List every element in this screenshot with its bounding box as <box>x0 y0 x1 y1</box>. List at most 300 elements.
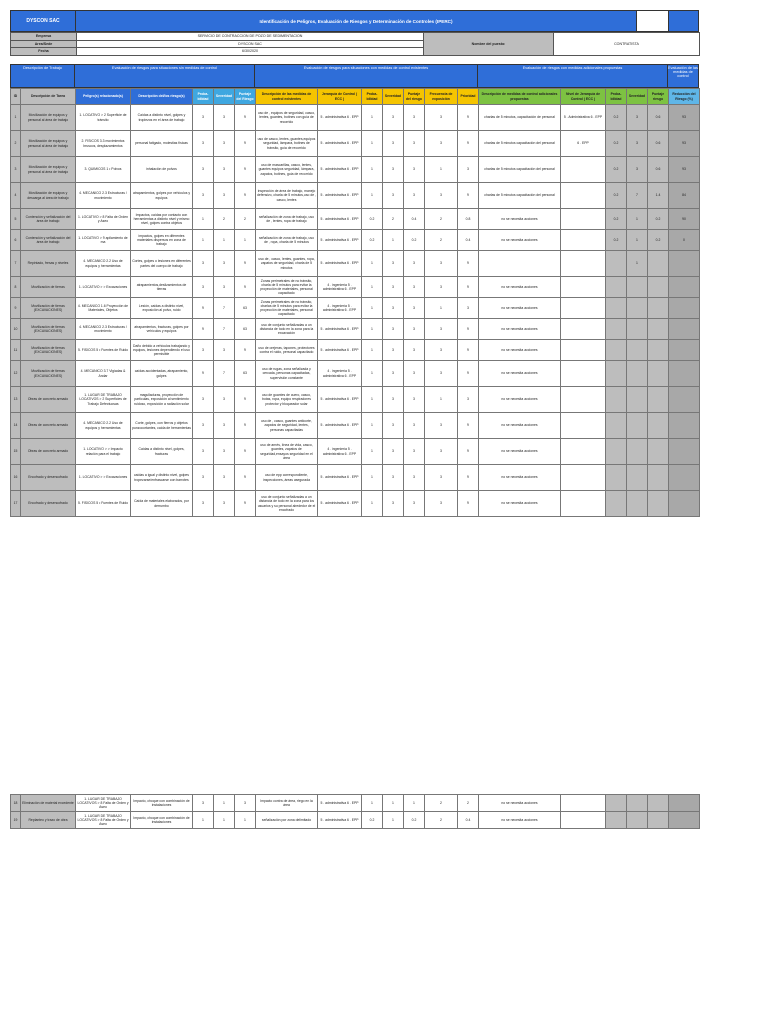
cell-severity-3 <box>627 439 648 465</box>
cell-risk-reduction <box>669 795 700 812</box>
cell-risk-score-3 <box>648 251 669 277</box>
cell-existing-controls: uso de arnés, línea de vida, casco, guantes, zapatos de seguridad,ensayos seguridad en el área <box>256 439 318 465</box>
cell-control-hierarchy: 5 . administrativa 6 . EPP <box>318 340 362 361</box>
cell-risk-score: 9 <box>235 105 256 131</box>
cell-probability-2: 1 <box>362 491 383 517</box>
cell-probability-3 <box>606 465 627 491</box>
cell-severity: 2 <box>214 209 235 230</box>
cell-control-hierarchy: 5 . administrativa 6 . EPP <box>318 465 362 491</box>
cell-probability-3: 0.2 <box>606 157 627 183</box>
cell-proposed-controls: charlas de 5 minutos capacitación del personal <box>479 183 561 209</box>
col-header-risk-score-2: Puntaje del riesgo <box>404 89 425 105</box>
cell-task: Movilización de tierras (EXCAVACIONES) <box>21 319 76 340</box>
cell-risk-score-2: 3 <box>404 183 425 209</box>
cell-severity-2: 3 <box>383 277 404 298</box>
cell-task: Movilización de tierras (EXCAVACIONES) <box>21 298 76 319</box>
cell-risk-score: 9 <box>235 465 256 491</box>
cell-hazard: 1. LOCATIVO > > Excavaciones <box>76 465 131 491</box>
cell-risk-score-2: 3 <box>404 105 425 131</box>
cell-risk-score-3: 0.6 <box>648 131 669 157</box>
cell-risk-score: 1 <box>235 812 256 829</box>
cell-severity-2: 3 <box>383 361 404 387</box>
cell-priority: 9 <box>458 251 479 277</box>
cell-probability: 9 <box>193 298 214 319</box>
cell-probability-3 <box>606 491 627 517</box>
cell-existing-controls: uso de orejeras, tapones, protectores contra el ruido, personal capacitado <box>256 340 318 361</box>
cell-probability-2: 1 <box>362 105 383 131</box>
cell-severity: 1 <box>214 812 235 829</box>
cell-risk-score-3 <box>648 298 669 319</box>
cell-severity: 3 <box>214 157 235 183</box>
cell-probability: 3 <box>193 795 214 812</box>
cell-task: Repintado, fresas y niveles <box>21 251 76 277</box>
cell-priority: 9 <box>458 105 479 131</box>
cell-risk-score-2: 3 <box>404 361 425 387</box>
cell-priority: 9 <box>458 340 479 361</box>
cell-probability: 3 <box>193 105 214 131</box>
cell-severity-2: 1 <box>383 230 404 251</box>
cell-severity: 1 <box>214 230 235 251</box>
column-header-row <box>11 89 700 105</box>
cell-priority: 3 <box>458 298 479 319</box>
cell-risk-reduction <box>669 361 700 387</box>
cell-risk: Impacto, choque con combinación de instalaciones <box>131 812 193 829</box>
cell-severity-3 <box>627 465 648 491</box>
cell-task: Replanteo y trazo de obra <box>21 812 76 829</box>
cell-probability-2: 1 <box>362 465 383 491</box>
cell-severity-3 <box>627 413 648 439</box>
section-proposed-controls: Evaluación de riesgos con medidas adicionales propuestas <box>478 64 668 88</box>
cell-severity-2: 3 <box>383 439 404 465</box>
cell-probability-3: 0.2 <box>606 131 627 157</box>
cell-risk: Impactos, caídas por contacto con herramientas a distinto nivel y mismo nivel, golpes contra objetos <box>131 209 193 230</box>
cell-probability-2: 0.2 <box>362 209 383 230</box>
cell-risk-reduction <box>669 413 700 439</box>
cell-probability: 3 <box>193 439 214 465</box>
document-title: Identificación de Peligros, Evaluación de Riesgos y Determinación de Controles (IPERC) <box>76 10 637 32</box>
cell-risk-score-3 <box>648 812 669 829</box>
cell-severity-2: 3 <box>383 157 404 183</box>
cell-probability-3 <box>606 413 627 439</box>
cell-control-hierarchy: 4 . ingeniería 5 . administrativa 6 . EPP <box>318 361 362 387</box>
cell-probability-2: 1 <box>362 157 383 183</box>
cell-control-hierarchy: 5 . administrativa 6 . EPP <box>318 230 362 251</box>
cell-probability-3 <box>606 439 627 465</box>
col-header-risk-score: Puntaje del Riesgo <box>235 89 256 105</box>
cell-exposure: 3 <box>425 361 458 387</box>
cell-id: 17 <box>11 491 21 517</box>
cell-severity-2: 3 <box>383 298 404 319</box>
cell-id: 8 <box>11 277 21 298</box>
cell-exposure: 1 <box>425 157 458 183</box>
cell-risk-score-3 <box>648 465 669 491</box>
cell-risk: atrapamientos,deslizamientos de tierras <box>131 277 193 298</box>
cell-probability-3 <box>606 387 627 413</box>
cell-existing-controls: señalización de zona de trabajo, uso de , lentes, ropa de trabajo <box>256 209 318 230</box>
col-header-existing-controls: Descripción de las medidas de control existentes <box>256 89 318 105</box>
cell-control-hierarchy: 5 . administrativa 6 . EPP <box>318 387 362 413</box>
cell-hazard: 2. FISICOS 3.3 movimientos bruscos, desplazamientos <box>76 131 131 157</box>
cell-risk-score-2: 3 <box>404 251 425 277</box>
cell-probability-3 <box>606 340 627 361</box>
cell-probability-2: 1 <box>362 298 383 319</box>
cell-risk: inhalación de polvos <box>131 157 193 183</box>
cell-risk-score: 9 <box>235 157 256 183</box>
cell-task: Movilización de equipos y personal al área de trabajo <box>21 157 76 183</box>
cell-control-hierarchy: 5 . administrativa 6 . EPP <box>318 795 362 812</box>
table-row <box>11 413 700 439</box>
cell-hazard: 1. LOCATIVO > 8 Falta de Orden y Aseo <box>76 209 131 230</box>
cell-probability: 3 <box>193 277 214 298</box>
cell-exposure: 3 <box>425 277 458 298</box>
cell-severity-3 <box>627 298 648 319</box>
cell-risk-reduction: 0 <box>669 230 700 251</box>
cell-exposure: 2 <box>425 230 458 251</box>
cell-exposure: 2 <box>425 812 458 829</box>
cell-probability-3: 0.2 <box>606 183 627 209</box>
cell-existing-controls: Impacto contra de área, riego en la área <box>256 795 318 812</box>
cell-risk-reduction: 93 <box>669 105 700 131</box>
cell-task: Eliminación de material excedente <box>21 795 76 812</box>
cell-hierarchy-level <box>561 319 606 340</box>
cell-id: 11 <box>11 340 21 361</box>
cell-priority: 9 <box>458 439 479 465</box>
cell-risk: caídas accidentadas, atrapamiento, golpes <box>131 361 193 387</box>
cell-severity-2: 3 <box>383 183 404 209</box>
cell-task: Movilización de equipos y descarga al área de trabajo <box>21 183 76 209</box>
cell-existing-controls: uso de epp correspondiente, inspecciones, áreas asegurada <box>256 465 318 491</box>
cell-risk-score: 3 <box>235 795 256 812</box>
cell-hazard: 1. LOCATIVO > > Impacto relación para el trabajo <box>76 439 131 465</box>
cell-severity: 7 <box>214 298 235 319</box>
cell-proposed-controls: no se necesita acciones <box>479 491 561 517</box>
cell-risk-score: 63 <box>235 298 256 319</box>
cell-probability-3: 0.2 <box>606 209 627 230</box>
cell-id: 7 <box>11 251 21 277</box>
cell-risk-score-3 <box>648 277 669 298</box>
cell-probability-2: 1 <box>362 413 383 439</box>
cell-probability-2: 1 <box>362 183 383 209</box>
cell-hierarchy-level <box>561 465 606 491</box>
col-header-control-hierarchy: Jerarquía de Control ( ECC ) <box>318 89 362 105</box>
cell-task: Obras de concreto armado <box>21 413 76 439</box>
cell-hierarchy-level <box>561 795 606 812</box>
cell-priority: 9 <box>458 319 479 340</box>
cell-severity-3: 3 <box>627 131 648 157</box>
cell-hazard: 5. FISICOS 5 • Fuentes de Ruido <box>76 340 131 361</box>
cell-probability-3 <box>606 812 627 829</box>
cell-risk: Caídas a distinto nivel, golpes, fracturas <box>131 439 193 465</box>
cell-probability-2: 0.2 <box>362 812 383 829</box>
cell-hierarchy-level: 6 . EPP <box>561 131 606 157</box>
cell-hierarchy-level <box>561 361 606 387</box>
cell-risk-score-3 <box>648 340 669 361</box>
cell-id: 2 <box>11 131 21 157</box>
table-row <box>11 183 700 209</box>
cell-severity-2: 3 <box>383 491 404 517</box>
cell-probability-3 <box>606 361 627 387</box>
cell-existing-controls: Zonas perimetrales de no tránsito, charlas de 5 minutos para evitar la proyección de materiales, personal capacitado <box>256 298 318 319</box>
cell-proposed-controls: no se necesita acciones <box>479 387 561 413</box>
cell-proposed-controls: charlas de 5 minutos capacitación del personal <box>479 157 561 183</box>
cell-control-hierarchy: 5 . administrativa 6 . EPP <box>318 209 362 230</box>
cell-severity: 3 <box>214 387 235 413</box>
cell-risk-score: 2 <box>235 209 256 230</box>
cell-existing-controls: Zonas perimetrales de no tránsito, charla de 5 minutos para evitar la proyección de materiales, personal capacitado <box>256 277 318 298</box>
cell-exposure: 2 <box>425 795 458 812</box>
cell-risk-reduction <box>669 298 700 319</box>
cell-risk-score-2: 3 <box>404 298 425 319</box>
cell-severity-3 <box>627 340 648 361</box>
cell-risk-score: 9 <box>235 387 256 413</box>
cell-severity-3 <box>627 491 648 517</box>
cell-exposure: 3 <box>425 251 458 277</box>
cell-risk-score: 63 <box>235 319 256 340</box>
cell-probability-3 <box>606 277 627 298</box>
cell-severity-3: 3 <box>627 105 648 131</box>
cell-task: Movilización de tierras (EXCAVACIONES) <box>21 361 76 387</box>
cell-existing-controls: inspección de área de trabajo, manejo defensivo, charla de 5 minutos,uso de , casco, lentes <box>256 183 318 209</box>
cell-hazard: 1. LUGAR DE TRABAJO LOCATIVOS > 2 Superficies de Trabajo Defectuosas <box>76 387 131 413</box>
cell-hierarchy-level: 5 . Administrativa 6 . EPP <box>561 105 606 131</box>
cell-risk-score-2: 3 <box>404 465 425 491</box>
cell-priority: 9 <box>458 361 479 387</box>
cell-risk-score: 1 <box>235 230 256 251</box>
cell-probability-3 <box>606 319 627 340</box>
table-row <box>11 131 700 157</box>
cell-severity-3 <box>627 795 648 812</box>
cell-proposed-controls: no se necesita acciones <box>479 812 561 829</box>
cell-proposed-controls: no se necesita acciones <box>479 795 561 812</box>
cell-risk-score: 9 <box>235 251 256 277</box>
table-row <box>11 439 700 465</box>
cell-proposed-controls: no se necesita acciones <box>479 413 561 439</box>
cell-risk-reduction <box>669 319 700 340</box>
cell-probability-2: 1 <box>362 795 383 812</box>
cell-risk-score-2: 3 <box>404 387 425 413</box>
cell-hierarchy-level <box>561 340 606 361</box>
cell-severity-3 <box>627 319 648 340</box>
cell-probability: 9 <box>193 319 214 340</box>
cell-probability-2: 1 <box>362 277 383 298</box>
cell-id: 14 <box>11 413 21 439</box>
col-header-probability-2: Proba-bilidad <box>362 89 383 105</box>
cell-priority: 2 <box>458 795 479 812</box>
info-label-company: Empresa <box>11 33 77 41</box>
cell-exposure: 3 <box>425 183 458 209</box>
cell-risk-score-3: 0.6 <box>648 157 669 183</box>
cell-risk-reduction <box>669 251 700 277</box>
table-row <box>11 361 700 387</box>
cell-exposure: 1 <box>425 387 458 413</box>
cell-proposed-controls <box>479 251 561 277</box>
cell-proposed-controls: no se necesita acciones <box>479 340 561 361</box>
cell-severity: 3 <box>214 105 235 131</box>
cell-exposure: 3 <box>425 413 458 439</box>
cell-risk-score-2: 3 <box>404 413 425 439</box>
cell-hazard: 4. MECANICO 2.2 Uso de equipos y herramientas <box>76 413 131 439</box>
cell-risk: Caída de materiales elaborados, por derrumbo <box>131 491 193 517</box>
cell-id: 6 <box>11 230 21 251</box>
cell-severity-2: 3 <box>383 131 404 157</box>
cell-risk-score-3 <box>648 413 669 439</box>
cell-task: Movilización de equipos y personal al área de trabajo <box>21 131 76 157</box>
cell-risk: personal fatigado, molestias físicas <box>131 131 193 157</box>
cell-proposed-controls: no se necesita acciones <box>479 298 561 319</box>
cell-severity-2: 2 <box>383 209 404 230</box>
cell-risk: atrapamientos, golpes por vehículos y equipos <box>131 183 193 209</box>
cell-exposure: 3 <box>425 340 458 361</box>
cell-severity-2: 3 <box>383 465 404 491</box>
cell-risk-reduction <box>669 465 700 491</box>
cell-priority: 3 <box>458 387 479 413</box>
cell-existing-controls: uso de conjunto señalizadas a un distancia de todo en la zona para la excavación <box>256 319 318 340</box>
cell-hazard: 1. LOCATIVO > > Excavaciones <box>76 277 131 298</box>
cell-severity: 7 <box>214 361 235 387</box>
cell-existing-controls: uso de guantes de cuero, casco, botas, ropa, equipo respiradores protector y bloqueador solar <box>256 387 318 413</box>
cell-id: 16 <box>11 465 21 491</box>
cell-hazard: 1. LOCATIVO > 9 apilamiento de ma <box>76 230 131 251</box>
cell-proposed-controls: no se necesita acciones <box>479 361 561 387</box>
section-control-evaluation: Evaluación de las medidas de control <box>668 64 699 88</box>
cell-risk-reduction <box>669 277 700 298</box>
cell-severity: 3 <box>214 183 235 209</box>
cell-task: Obras de concreto armado <box>21 387 76 413</box>
cell-probability-2: 1 <box>362 340 383 361</box>
table-row <box>11 319 700 340</box>
cell-task: Movilización de tierras <box>21 277 76 298</box>
col-header-probability: Proba-bilidad <box>193 89 214 105</box>
cell-severity-3: 1 <box>627 209 648 230</box>
cell-id: 5 <box>11 209 21 230</box>
cell-severity-3: 7 <box>627 183 648 209</box>
cell-risk-score-2: 3 <box>404 157 425 183</box>
cell-hierarchy-level <box>561 812 606 829</box>
cell-existing-controls: uso de rugas, zona señalizada y cercada, personas capacitadas, supervisión constante <box>256 361 318 387</box>
cell-probability-2: 1 <box>362 131 383 157</box>
cell-risk-score-2: 3 <box>404 491 425 517</box>
cell-exposure: 3 <box>425 131 458 157</box>
cell-id: 15 <box>11 439 21 465</box>
cell-control-hierarchy: 5 . administrativa 6 . EPP <box>318 319 362 340</box>
cell-severity-2: 3 <box>383 251 404 277</box>
cell-risk-score-3 <box>648 491 669 517</box>
cell-hierarchy-level <box>561 298 606 319</box>
cell-risk-score-3: 0.2 <box>648 209 669 230</box>
cell-control-hierarchy: 5 . administrativa 6 . EPP <box>318 105 362 131</box>
cell-risk: Caídas a distinto nivel, golpes y tropiezos en el área de trabajo <box>131 105 193 131</box>
cell-risk-reduction <box>669 439 700 465</box>
col-header-risk-reduction: Reducción del Riesgo (%) <box>669 89 700 105</box>
cell-hierarchy-level <box>561 157 606 183</box>
cell-severity-2: 3 <box>383 413 404 439</box>
cell-severity: 1 <box>214 795 235 812</box>
cell-risk-reduction: 84 <box>669 183 700 209</box>
cell-risk-reduction <box>669 491 700 517</box>
cell-risk-reduction <box>669 387 700 413</box>
col-header-severity: Severidad <box>214 89 235 105</box>
cell-risk-score-2: 3 <box>404 131 425 157</box>
cell-task: Contención y señalización del área de trabajo <box>21 230 76 251</box>
cell-existing-controls: uso de casco, lentes, guantes,equipos seguridad, lámpara, botines de tránsito, guía de recorrido <box>256 131 318 157</box>
position-value: CONTRATISTA <box>554 33 700 56</box>
position-label: Nombre del puesto: <box>424 33 554 56</box>
cell-priority: 0.4 <box>458 812 479 829</box>
cell-priority: 9 <box>458 277 479 298</box>
cell-severity-2: 1 <box>383 812 404 829</box>
cell-probability-2: 1 <box>362 319 383 340</box>
table-row <box>11 209 700 230</box>
cell-id: 9 <box>11 298 21 319</box>
col-header-priority: Prioridad <box>458 89 479 105</box>
cell-control-hierarchy: 5 . administrativa 6 . EPP <box>318 157 362 183</box>
cell-risk-score-3: 0.2 <box>648 230 669 251</box>
cell-probability-2: 1 <box>362 251 383 277</box>
cell-hazard: 5. FISICOS 5 • Fuentes de Ruido <box>76 491 131 517</box>
cell-control-hierarchy: 5 . administrativa 6 . EPP <box>318 413 362 439</box>
cell-risk-reduction <box>669 340 700 361</box>
cell-risk-score-2: 3 <box>404 340 425 361</box>
cell-risk: caídas a igual y distinto nivel, golpes tropezarse/enfrascarse con barrotes <box>131 465 193 491</box>
cell-probability: 3 <box>193 491 214 517</box>
cell-risk-score: 9 <box>235 131 256 157</box>
table-row <box>11 251 700 277</box>
cell-severity: 3 <box>214 465 235 491</box>
cell-hazard: 4. MECANICO 2.3 Estructuras / movimiento <box>76 183 131 209</box>
cell-priority: 9 <box>458 491 479 517</box>
cell-severity-3: 3 <box>627 157 648 183</box>
cell-exposure: 3 <box>425 439 458 465</box>
cell-exposure: 3 <box>425 105 458 131</box>
cell-hazard: 4. MECANICO 1.6 Proyección de Materiales, Objetos <box>76 298 131 319</box>
cell-risk: Cortes, golpes o lesiones en diferentes partes del cuerpo de trabajo <box>131 251 193 277</box>
section-existing-controls: Evaluación de riesgos para situaciones con medidas de control existentes <box>255 64 478 88</box>
table-row <box>11 105 700 131</box>
table-row <box>11 298 700 319</box>
cell-probability-2: 1 <box>362 361 383 387</box>
cell-id: 18 <box>11 795 21 812</box>
cell-probability-2: 0.2 <box>362 230 383 251</box>
cell-probability-3 <box>606 251 627 277</box>
cell-severity-3 <box>627 387 648 413</box>
cell-priority: 9 <box>458 131 479 157</box>
cell-severity-3: 1 <box>627 230 648 251</box>
cell-risk: impactos, golpes en diferentes materiales dispersos en zona de trabajo <box>131 230 193 251</box>
cell-probability: 3 <box>193 465 214 491</box>
cell-severity: 3 <box>214 439 235 465</box>
cell-risk: Daño debido a vehículos trabajando y equipos, lesiones dependiendo el uso permisible <box>131 340 193 361</box>
cell-risk-score-2: 0.2 <box>404 230 425 251</box>
cell-proposed-controls: no se necesita acciones <box>479 209 561 230</box>
cell-risk-score-2: 3 <box>404 319 425 340</box>
cell-risk-score: 63 <box>235 361 256 387</box>
cell-proposed-controls: no se necesita acciones <box>479 230 561 251</box>
cell-task: Movilización de equipos y personal al área de trabajo <box>21 105 76 131</box>
iperc-table <box>10 88 700 517</box>
cell-risk-score-3: 1.4 <box>648 183 669 209</box>
cell-id: 19 <box>11 812 21 829</box>
table-row <box>11 465 700 491</box>
cell-probability-2: 1 <box>362 439 383 465</box>
cell-id: 4 <box>11 183 21 209</box>
cell-severity: 7 <box>214 319 235 340</box>
cell-id: 12 <box>11 361 21 387</box>
info-value-date: 6/30/2020 <box>77 48 424 56</box>
table-row <box>11 340 700 361</box>
cell-severity-3: 1 <box>627 251 648 277</box>
table-row <box>11 230 700 251</box>
cell-risk-score: 9 <box>235 183 256 209</box>
